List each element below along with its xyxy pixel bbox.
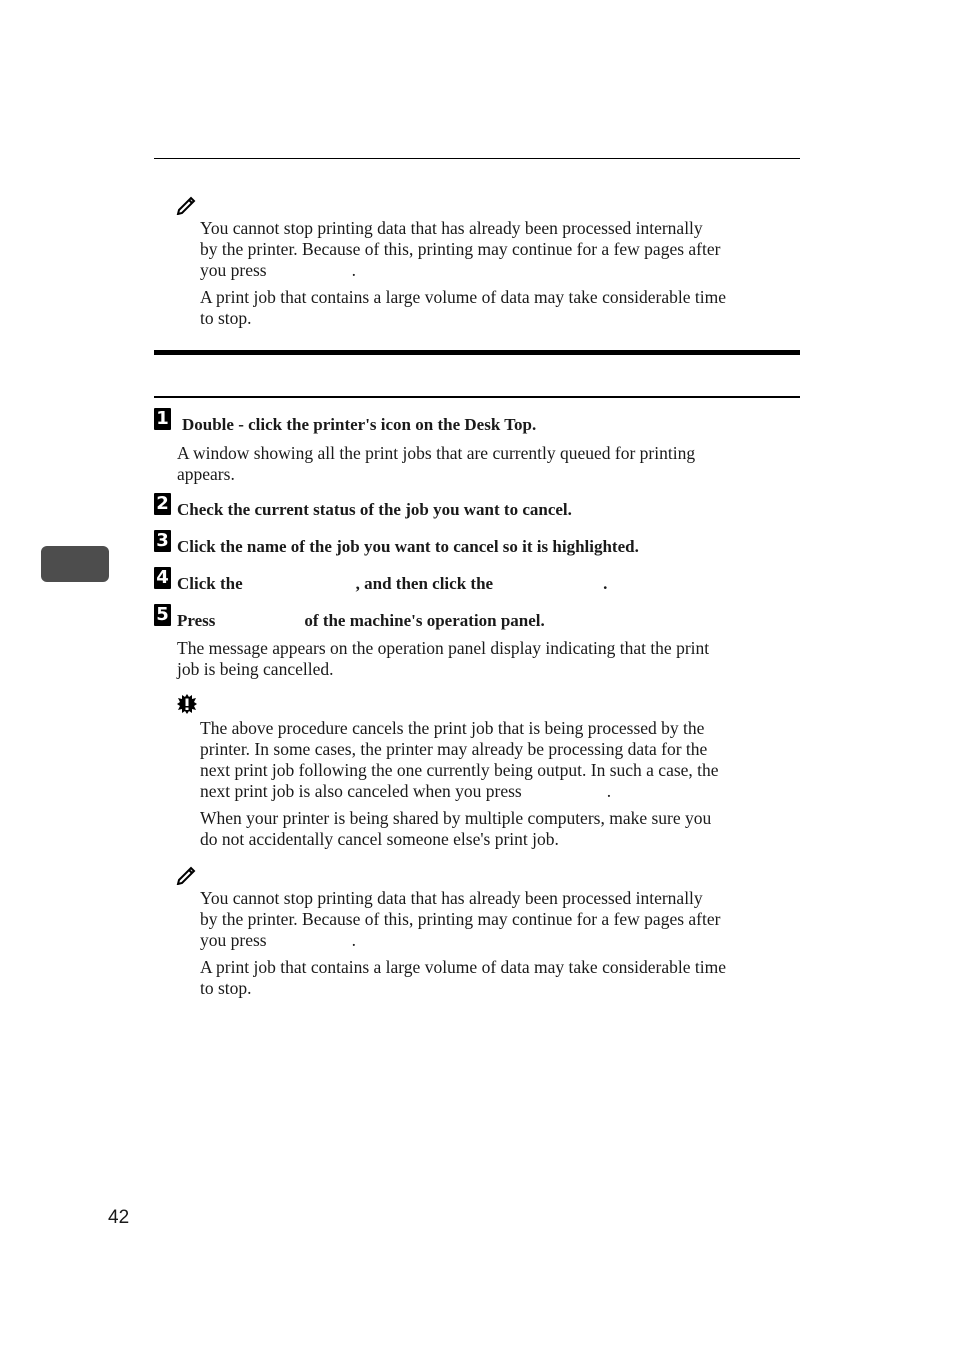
step-5-heading: Press of the machine's operation panel. <box>177 611 545 630</box>
section-thin-rule <box>154 396 800 398</box>
pencil-note-icon <box>176 193 198 215</box>
note2-para1: You cannot stop printing data that has already been processed internally by the printer. Because of this, printing may continue for a few pages after you press . <box>200 888 721 950</box>
step-number-4: 4 <box>154 567 171 589</box>
note1-para2: A print job that contains a large volume of data may take considerable time to stop. <box>200 287 726 328</box>
important-para2: When your printer is being shared by multiple computers, make sure you do not accidentally cancel someone else's print job. <box>200 808 712 849</box>
note1-para1: You cannot stop printing data that has already been processed internally by the printer. Because of this, printing may continue for a few pages after you press . <box>200 218 721 280</box>
pencil-note-icon <box>176 863 198 885</box>
step-1-heading: Double - click the printer's icon on the Desk Top. <box>182 415 537 434</box>
header-rule <box>154 158 800 159</box>
step-1-description: A window showing all the print jobs that are currently queued for printing appears. <box>177 443 696 484</box>
step-5-description: The message appears on the operation panel display indicating that the print job is being cancelled. <box>177 638 710 679</box>
chapter-tab <box>41 546 109 582</box>
step-4-heading: Click the , and then click the . <box>177 574 608 593</box>
step-number-2: 2 <box>154 493 171 515</box>
page-number: 42 <box>108 1207 130 1228</box>
step-number-1: 1 <box>154 408 171 430</box>
step-number-5: 5 <box>154 604 171 626</box>
step-3-heading: Click the name of the job you want to cancel so it is highlighted. <box>177 537 639 556</box>
note2-para2: A print job that contains a large volume of data may take considerable time to stop. <box>200 957 726 998</box>
section-thick-rule <box>154 350 800 355</box>
important-icon <box>176 693 198 715</box>
step-2-heading: Check the current status of the job you want to cancel. <box>177 500 572 519</box>
step-number-3: 3 <box>154 530 171 552</box>
important-para1: The above procedure cancels the print job that is being processed by the printer. In some cases, the printer may already be processing data for the next print job following the one currently being output. In such a case, the next print job is also canceled when you press . <box>200 718 719 801</box>
